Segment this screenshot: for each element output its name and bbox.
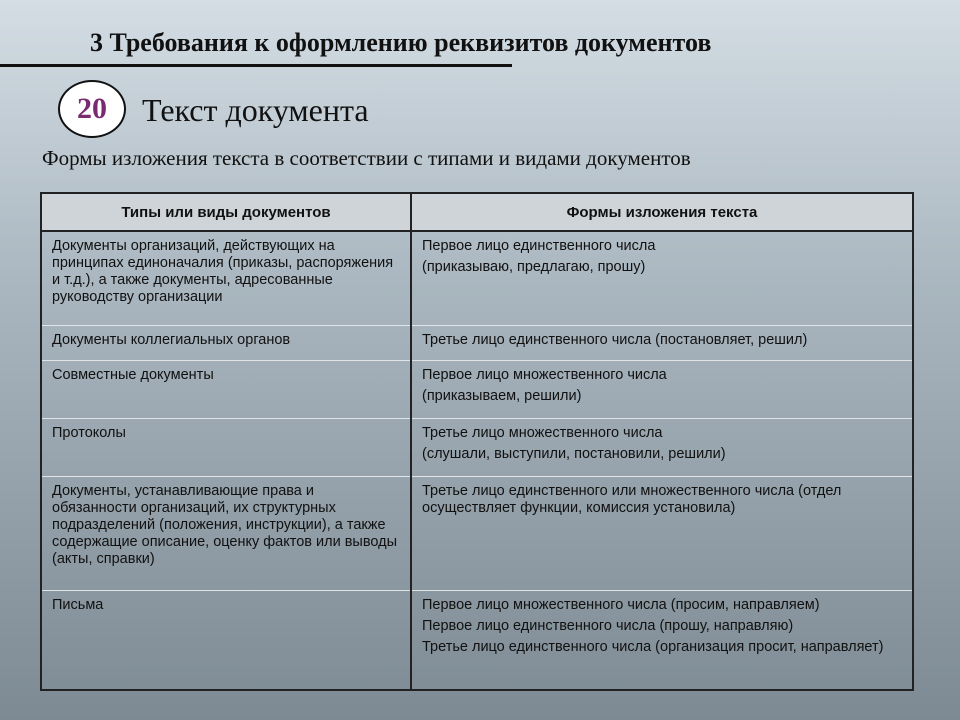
- text-form-line: Третье лицо единственного или множественного числа (отдел осуществляет функции, комиссия установила): [422, 482, 842, 516]
- doc-type-cell: Документы организаций, действующих на принципах единоначалия (приказы, распоряжения и т.д.), а также документы, адресованные руководству организации: [41, 231, 411, 325]
- text-form-cell: [411, 418, 913, 476]
- table-row: [41, 476, 913, 590]
- text-form-cell: [411, 360, 913, 418]
- text-form-line: (приказываю, предлагаю, прошу): [422, 259, 646, 275]
- table-row: [41, 325, 913, 360]
- doc-type-cell: Документы коллегиальных органов: [41, 325, 411, 360]
- text-form-cell: [411, 231, 913, 325]
- section-number: 20: [77, 92, 107, 125]
- text-form-line: Третье лицо множественного числа: [422, 424, 663, 441]
- slide-heading: 3 Требования к оформлению реквизитов документов: [90, 28, 712, 57]
- table-row: [41, 418, 913, 476]
- table-row: [41, 231, 913, 325]
- table-header-row: [41, 193, 913, 231]
- section-number-badge: [58, 80, 126, 138]
- subtitle: Формы изложения текста в соответствии с типами и видами документов: [42, 146, 691, 170]
- text-form-cell: [411, 590, 913, 690]
- header-text-forms: Формы изложения текста: [411, 193, 913, 231]
- forms-table: [40, 192, 914, 691]
- text-form-cell: [411, 476, 913, 590]
- table-row: [41, 590, 913, 690]
- text-form-line: Первое лицо единственного числа (прошу, направляю): [422, 617, 794, 634]
- doc-type-cell: Совместные документы: [41, 360, 411, 418]
- text-form-line: Третье лицо единственного числа (постановляет, решил): [422, 331, 808, 348]
- doc-type-cell: Протоколы: [41, 418, 411, 476]
- table-row: [41, 360, 913, 418]
- text-form-line: Первое лицо множественного числа: [422, 366, 667, 383]
- text-form-cell: [411, 325, 913, 360]
- heading-underline: [0, 64, 512, 67]
- doc-type-cell: Письма: [41, 590, 411, 690]
- doc-type-cell: Документы, устанавливающие права и обязанности организаций, их структурных подразделений (положения, инструкции), а также содержащие описание, оценку фактов или выводы (акты, справки): [41, 476, 411, 590]
- text-form-line: Третье лицо единственного числа (организация просит, направляет): [422, 638, 884, 655]
- text-form-line: Первое лицо единственного числа: [422, 238, 656, 254]
- text-form-line: (слушали, выступили, постановили, решили): [422, 445, 726, 462]
- text-form-line: Первое лицо множественного числа (просим, направляем): [422, 596, 820, 613]
- header-doc-types: Типы или виды документов: [41, 193, 411, 231]
- text-form-line: (приказываем, решили): [422, 387, 582, 404]
- section-title: Текст документа: [142, 92, 369, 128]
